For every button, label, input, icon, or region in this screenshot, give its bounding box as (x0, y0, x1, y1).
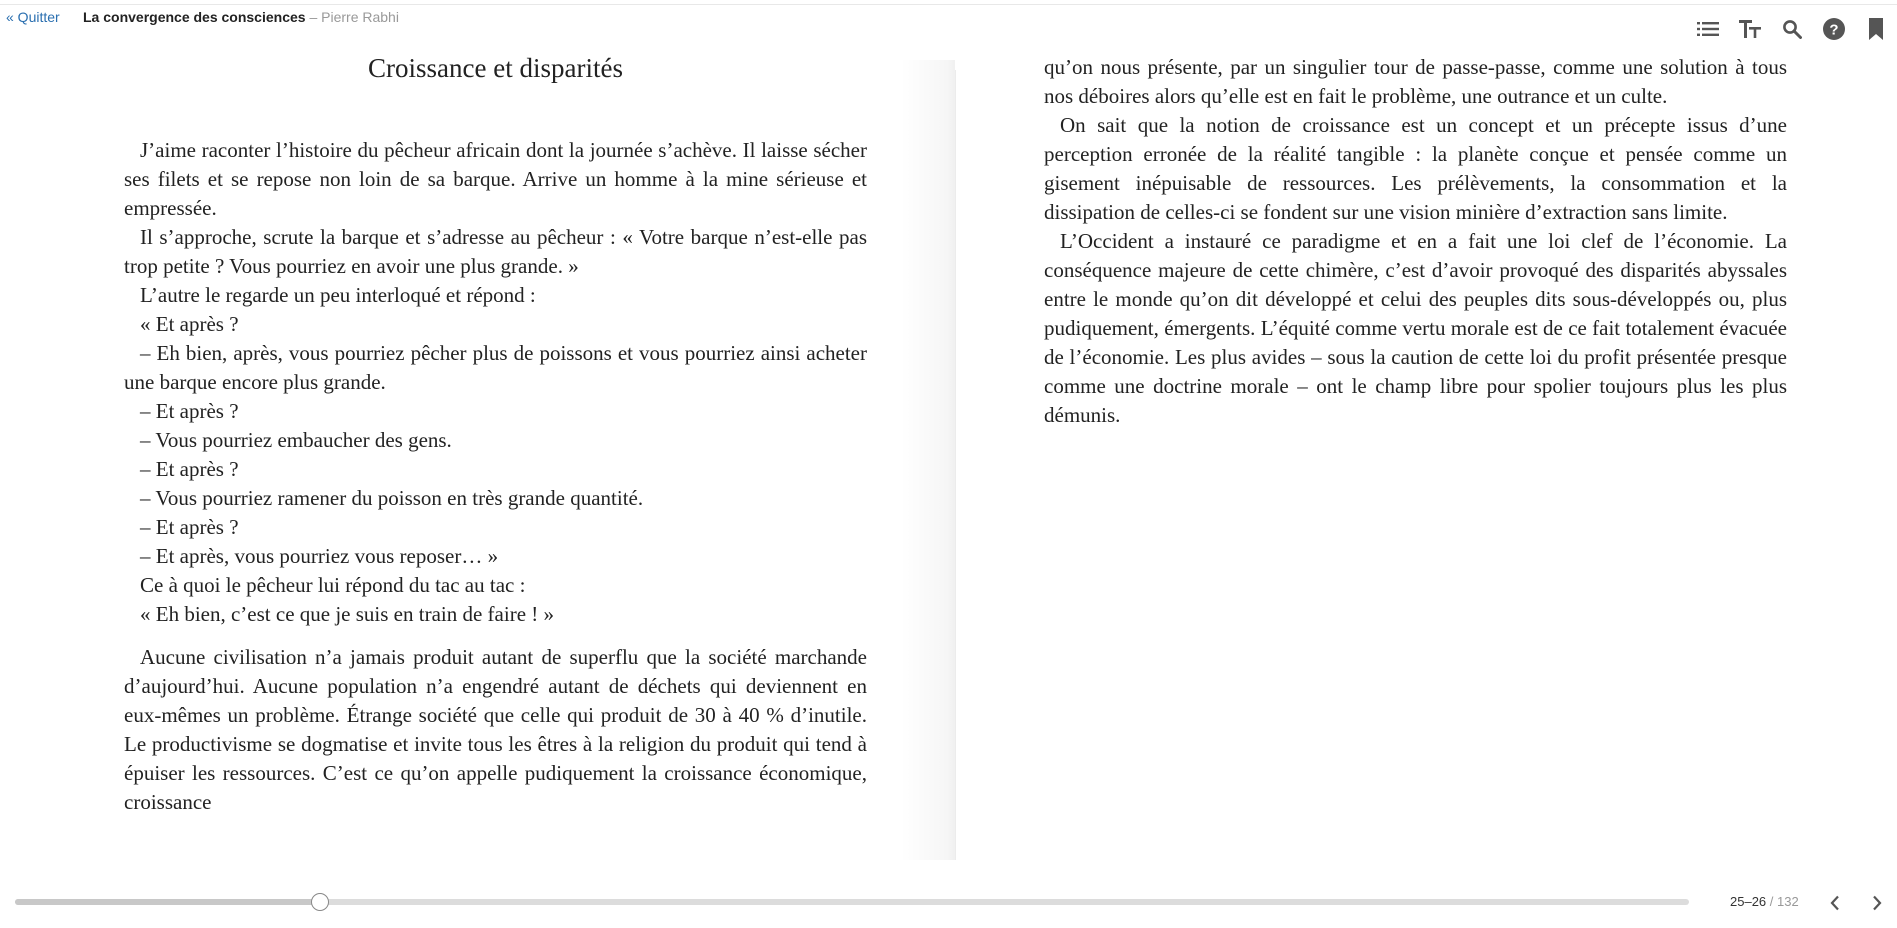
quit-link[interactable]: « Quitter (6, 9, 60, 25)
current-pages: 25–26 (1730, 894, 1767, 909)
text-size-icon (1739, 20, 1761, 38)
dialogue-line: – Et après ? (140, 399, 239, 423)
chevron-right-icon (1872, 895, 1882, 911)
paragraph: L’Occident a instauré ce paradigme et en a fait une loi clef de l’économie. La conséquence majeure de cette chimère, c’est d’avoir provoqué des disparités abyssales entre le monde qu’on dit développé et celui des peuples dits sous-développés ou, plus pudiquement, émergents. L’équité comme vertu morale est de ce fait totalement évacuée de l’économie. Les plus avides – sous la caution de cette loi du profit présentée presque comme une doctrine morale – ont le champ libre pour spolier toujours plus les plus démunis. (1044, 229, 1787, 427)
reader-toolbar (1687, 14, 1897, 44)
table-of-contents-button[interactable] (1687, 14, 1729, 44)
chapter-title: Croissance et disparités (368, 53, 623, 83)
dialogue-line: « Et après ? (140, 312, 239, 336)
chevron-left-icon (1830, 895, 1840, 911)
text-size-button[interactable] (1729, 14, 1771, 44)
page-counter (1730, 894, 1799, 909)
paragraph: Il s’approche, scrute la barque et s’adresse au pêcheur : « Votre barque n’est-elle pas trop petite ? Vous pourriez en avoir une plus grande. » (124, 225, 867, 278)
dialogue-line: – Vous pourriez embaucher des gens. (140, 428, 452, 452)
dialogue-line: – Et après, vous pourriez vous reposer… » (140, 544, 499, 568)
paragraph: Ce à quoi le pêcheur lui répond du tac au tac : (140, 573, 526, 597)
bookmark-button[interactable] (1855, 14, 1897, 44)
book-info (83, 9, 399, 25)
paragraph: On sait que la notion de croissance est un concept et un précepte issus d’une perception erronée de la réalité tangible : la planète conçue et pensée comme un gisement inépuisable de ressources. Les prélèvements, la consommation et la dissipation de celles-ci se fondent sur une vision minière d’extraction sans limite. (1044, 113, 1787, 224)
reading-progress-slider[interactable] (15, 899, 1689, 905)
page-gutter (955, 70, 956, 860)
help-button[interactable] (1813, 14, 1855, 44)
next-page-button[interactable] (1864, 890, 1890, 916)
previous-page-button[interactable] (1822, 890, 1848, 916)
bookmark-icon (1868, 18, 1884, 40)
dialogue-line: – Vous pourriez ramener du poisson en très grande quantité. (140, 486, 644, 510)
book-author: Pierre Rabhi (321, 9, 399, 25)
dialogue-line: – Et après ? (140, 515, 239, 539)
table-of-contents-icon (1697, 21, 1719, 37)
dialogue-line: – Eh bien, après, vous pourriez pêcher plus de poissons et vous pourriez ainsi acheter une barque encore plus grande. (124, 341, 867, 394)
dialogue-line: – Et après ? (140, 457, 239, 481)
paragraph: J’aime raconter l’histoire du pêcheur africain dont la journée s’achève. Il laisse sécher ses filets et se repose non loin de sa barque. Arrive un homme à la mine sérieuse et empressée. (124, 138, 867, 220)
paragraph: qu’on nous présente, par un singulier tour de passe-passe, comme une solution à tous nos déboires alors qu’elle est en fait le problème, une outrance et un culte. (1044, 55, 1787, 108)
dialogue-line: « Eh bien, c’est ce que je suis en train de faire ! » (140, 602, 555, 626)
reading-progress-handle[interactable] (311, 893, 329, 911)
left-page (124, 50, 867, 817)
title-author-separator: – (305, 9, 322, 25)
help-icon (1823, 18, 1845, 40)
right-page (1044, 53, 1787, 430)
svg-text:?: ? (1829, 21, 1839, 39)
page-gutter-shadow (900, 60, 955, 860)
page-separator: / (1766, 894, 1777, 909)
search-button[interactable] (1771, 14, 1813, 44)
reader-header (0, 0, 1897, 40)
total-pages: 132 (1777, 894, 1799, 909)
book-title: La convergence des consciences (83, 9, 306, 25)
reading-progress-fill (15, 899, 320, 905)
search-icon (1782, 19, 1802, 39)
reader-footer (0, 880, 1897, 920)
paragraph: Aucune civilisation n’a jamais produit autant de superflu que la société marchande d’aujourd’hui. Aucune population n’a engendré autant de déchets qui deviennent en eux-mêmes un problème. Étrange société que celle qui produit de 30 à 40 % d’inutile. Le productivisme se dogmatise et invite tous les êtres à la religion du produit qui tend à épuiser les ressources. C’est ce qu’on appelle pudiquement la croissance économique, croissance (124, 645, 867, 814)
paragraph: L’autre le regarde un peu interloqué et répond : (140, 283, 536, 307)
